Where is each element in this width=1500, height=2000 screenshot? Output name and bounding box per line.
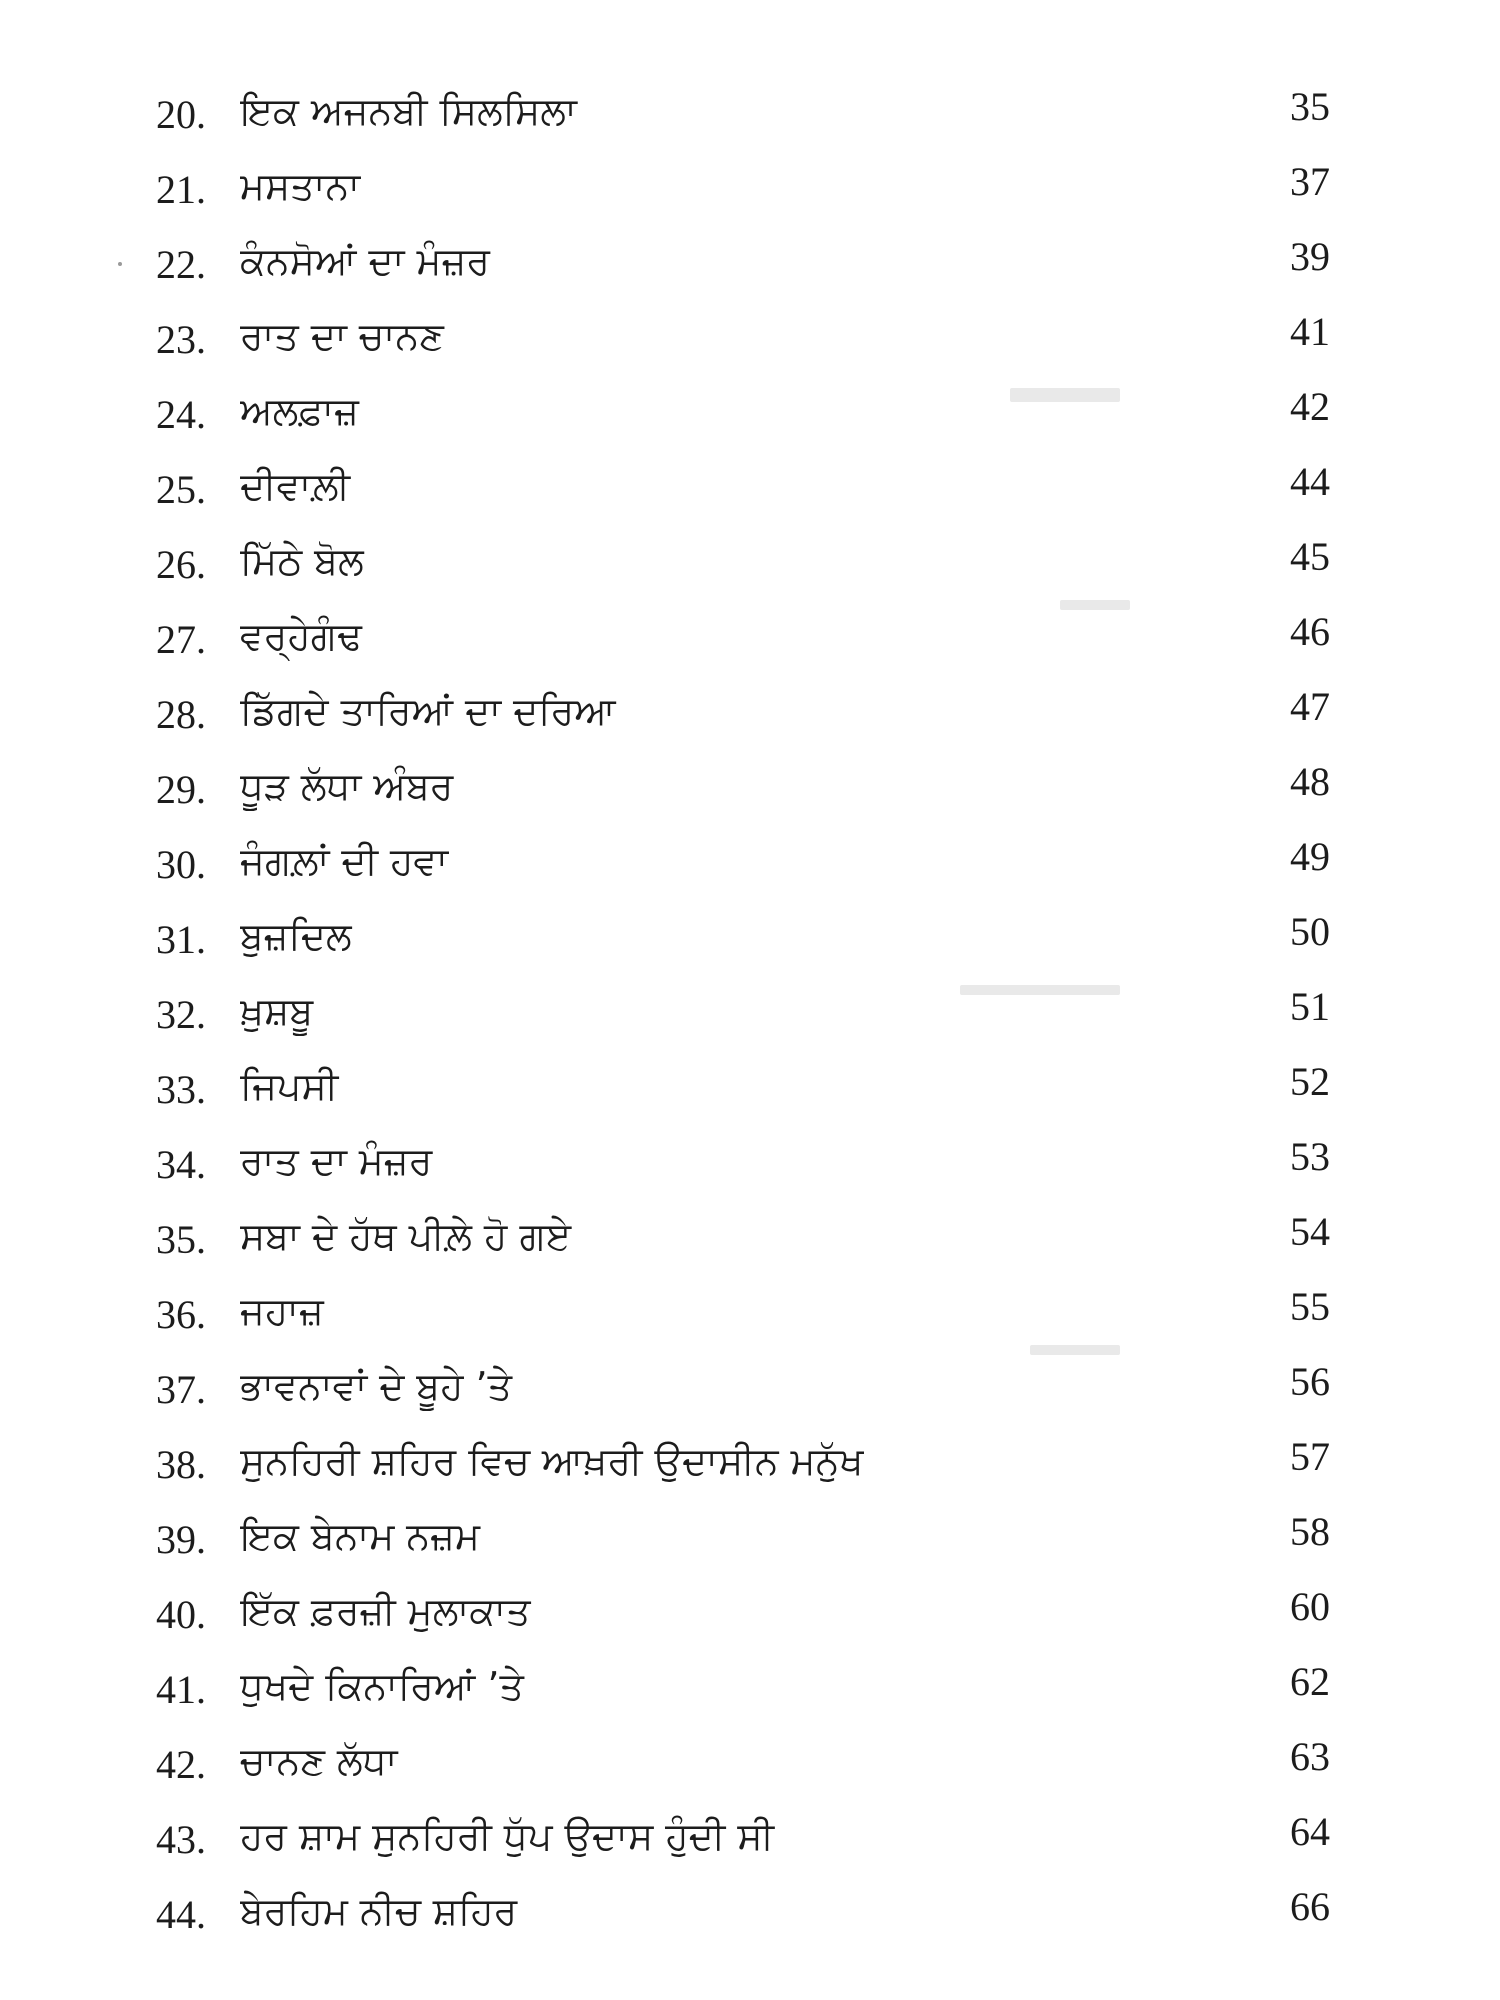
toc-entry-page: 47	[1290, 684, 1330, 729]
toc-entry	[150, 232, 1330, 307]
toc-entry-title: ਧੂੜ ਲੱਧਾ ਅੰਬਰ	[240, 764, 454, 808]
toc-entry	[150, 82, 1330, 157]
toc-entry-title: ਕੰਨਸੋਆਂ ਦਾ ਮੰਜ਼ਰ	[240, 239, 490, 283]
toc-entry	[150, 1432, 1330, 1507]
toc-entry-page: 57	[1290, 1434, 1330, 1479]
toc-entry-page: 44	[1290, 459, 1330, 504]
toc-entry-title: ਰਾਤ ਦਾ ਮੰਜ਼ਰ	[240, 1139, 433, 1183]
toc-entry-title: ਅਲਫ਼ਾਜ਼	[240, 389, 359, 433]
toc-entry-number: 40.	[156, 1592, 206, 1637]
toc-entry-page: 54	[1290, 1209, 1330, 1254]
toc-entry-title: ਵਰ੍ਹੇਗੰਢ	[240, 614, 362, 658]
toc-entry	[150, 607, 1330, 682]
toc-entry	[150, 1732, 1330, 1807]
toc-entry	[150, 1507, 1330, 1582]
toc-entry-number: 44.	[156, 1892, 206, 1937]
toc-entry	[150, 1807, 1330, 1882]
toc-entry-page: 62	[1290, 1659, 1330, 1704]
toc-entry-number: 30.	[156, 842, 206, 887]
toc-entry	[150, 832, 1330, 907]
toc-entry	[150, 1582, 1330, 1657]
toc-entry-title: ਬੇਰਹਿਮ ਨੀਚ ਸ਼ਹਿਰ	[240, 1889, 518, 1933]
toc-entry-title: ਜਿਪਸੀ	[240, 1064, 339, 1108]
toc-entry	[150, 1132, 1330, 1207]
toc-entry-number: 22.	[156, 242, 206, 287]
toc-entry-page: 63	[1290, 1734, 1330, 1779]
toc-entry-number: 38.	[156, 1442, 206, 1487]
toc-entry-page: 56	[1290, 1359, 1330, 1404]
toc-entry-page: 58	[1290, 1509, 1330, 1554]
toc-entry-number: 24.	[156, 392, 206, 437]
toc-entry-page: 39	[1290, 234, 1330, 279]
toc-entry-title: ਡਿੱਗਦੇ ਤਾਰਿਆਂ ਦਾ ਦਰਿਆ	[240, 689, 616, 733]
toc-entry-number: 20.	[156, 92, 206, 137]
toc-entry-page: 35	[1290, 84, 1330, 129]
toc-entry-title: ਰਾਤ ਦਾ ਚਾਨਣ	[240, 314, 444, 358]
toc-entry-number: 25.	[156, 467, 206, 512]
toc-entry-page: 46	[1290, 609, 1330, 654]
toc-entry-number: 39.	[156, 1517, 206, 1562]
toc-entry-title: ਚਾਨਣ ਲੱਧਾ	[240, 1739, 398, 1783]
toc-entry	[150, 907, 1330, 982]
toc-entry-number: 27.	[156, 617, 206, 662]
toc-entry-number: 35.	[156, 1217, 206, 1262]
toc-entry-title: ਖ਼ੁਸ਼ਬੂ	[240, 989, 314, 1033]
toc-entry	[150, 1207, 1330, 1282]
toc-entry	[150, 757, 1330, 832]
toc-entry-number: 26.	[156, 542, 206, 587]
toc-entry	[150, 457, 1330, 532]
toc-entry-title: ਸੁਨਹਿਰੀ ਸ਼ਹਿਰ ਵਿਚ ਆਖ਼ਰੀ ਉਦਾਸੀਨ ਮਨੁੱਖ	[240, 1439, 864, 1483]
toc-entry-title: ਭਾਵਨਾਵਾਂ ਦੇ ਬੂਹੇ ’ਤੇ	[240, 1364, 512, 1408]
toc-entry-page: 51	[1290, 984, 1330, 1029]
toc-entry	[150, 1357, 1330, 1432]
toc-entry-page: 64	[1290, 1809, 1330, 1854]
toc-entry-page: 52	[1290, 1059, 1330, 1104]
toc-entry-page: 37	[1290, 159, 1330, 204]
toc-entry-page: 66	[1290, 1884, 1330, 1929]
toc-entry-title: ਇਕ ਬੇਨਾਮ ਨਜ਼ਮ	[240, 1514, 480, 1558]
toc-entry-number: 28.	[156, 692, 206, 737]
toc-entry-number: 41.	[156, 1667, 206, 1712]
toc-entry-number: 32.	[156, 992, 206, 1037]
toc-entry-page: 55	[1290, 1284, 1330, 1329]
toc-entry-page: 42	[1290, 384, 1330, 429]
toc-entry-title: ਬੁਜ਼ਦਿਲ	[240, 914, 352, 958]
toc-entry	[150, 1657, 1330, 1732]
toc-entry-title: ਮਸਤਾਨਾ	[240, 164, 361, 208]
toc-entry-title: ਦੀਵਾਲ਼ੀ	[240, 464, 351, 508]
toc-entry-number: 43.	[156, 1817, 206, 1862]
toc-entry-page: 41	[1290, 309, 1330, 354]
toc-entry-title: ਜਹਾਜ਼	[240, 1289, 324, 1333]
toc-entry-number: 21.	[156, 167, 206, 212]
table-of-contents	[150, 82, 1330, 1957]
toc-entry-page: 53	[1290, 1134, 1330, 1179]
toc-entry-title: ਜੰਗਲ਼ਾਂ ਦੀ ਹਵਾ	[240, 839, 449, 883]
paper-speck	[118, 262, 122, 266]
toc-entry-number: 29.	[156, 767, 206, 812]
toc-entry	[150, 157, 1330, 232]
toc-entry-page: 50	[1290, 909, 1330, 954]
toc-entry-number: 34.	[156, 1142, 206, 1187]
toc-entry	[150, 1057, 1330, 1132]
toc-entry-number: 23.	[156, 317, 206, 362]
toc-entry-number: 33.	[156, 1067, 206, 1112]
toc-entry-title: ਹਰ ਸ਼ਾਮ ਸੁਨਹਿਰੀ ਧੁੱਪ ਉਦਾਸ ਹੁੰਦੀ ਸੀ	[240, 1814, 775, 1858]
toc-entry-title: ਸਬਾ ਦੇ ਹੱਥ ਪੀਲ਼ੇ ਹੋ ਗਏ	[240, 1214, 572, 1258]
toc-entry-page: 49	[1290, 834, 1330, 879]
toc-entry-page: 60	[1290, 1584, 1330, 1629]
toc-entry-number: 37.	[156, 1367, 206, 1412]
toc-entry	[150, 532, 1330, 607]
toc-entry	[150, 307, 1330, 382]
toc-entry-title: ਧੁਖਦੇ ਕਿਨਾਰਿਆਂ ’ਤੇ	[240, 1664, 524, 1708]
toc-entry-title: ਇਕ ਅਜਨਬੀ ਸਿਲਸਿਲਾ	[240, 89, 577, 133]
toc-entry-number: 42.	[156, 1742, 206, 1787]
toc-entry-page: 45	[1290, 534, 1330, 579]
toc-entry-page: 48	[1290, 759, 1330, 804]
toc-entry	[150, 382, 1330, 457]
toc-entry	[150, 1282, 1330, 1357]
toc-entry	[150, 1882, 1330, 1957]
toc-entry-title: ਮਿੱਠੇ ਬੋਲ	[240, 539, 364, 583]
toc-entry-title: ਇੱਕ ਫ਼ਰਜ਼ੀ ਮੁਲਾਕਾਤ	[240, 1589, 531, 1633]
toc-entry	[150, 682, 1330, 757]
toc-entry	[150, 982, 1330, 1057]
toc-entry-number: 36.	[156, 1292, 206, 1337]
toc-entry-number: 31.	[156, 917, 206, 962]
